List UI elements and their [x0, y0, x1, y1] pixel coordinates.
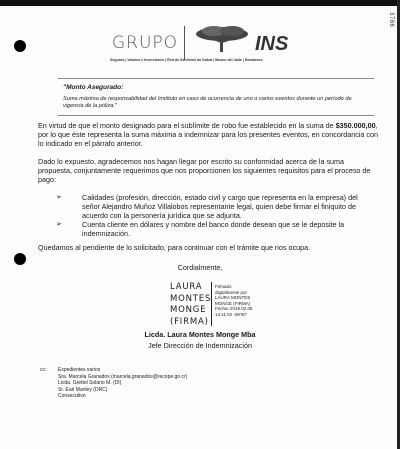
- paragraph-amount-text-b: , por lo que éste representa la suma máxima a indemnizar para los presentes eventos, en concordancia con lo indicado en el párrafo anterior.: [38, 121, 378, 149]
- closing-salutation: Cordialmente,: [177, 263, 223, 272]
- paragraph-request: Dado lo expuesto, agradecemos nos hagan llegar por escrito su conformidad acerca de la suma propuesta, conjuntamente requerimos que nos proporcionen los siguientes requisitos para el proceso de pago:: [38, 157, 371, 185]
- signature-info-line: Firmado: [215, 284, 232, 289]
- bullet-arrow-icon: ➢: [56, 221, 62, 228]
- paragraph-amount: [38, 121, 378, 149]
- definition-text: Suma máxima de responsabilidad del Instituto en caso de ocurrencia de uno o varios eventos durante un período de vigencia de la póliza.": [63, 96, 352, 109]
- logo-grupo-text: GRUPO: [112, 33, 179, 53]
- signature-name-line: MONGE: [170, 305, 207, 315]
- insured-amount: $350.000,00: [335, 121, 376, 130]
- signature-info-line: Fecha: 2019.02.06: [215, 306, 253, 312]
- cc-item: Sr. Earl Manley (DRC): [58, 386, 108, 393]
- punch-hole-top: [14, 40, 26, 52]
- signature-name-line: LAURA: [170, 282, 203, 292]
- definition-top-rule: [58, 78, 374, 79]
- bullet-arrow-icon: ➢: [56, 194, 62, 201]
- signature-name-line: (FIRMA): [170, 316, 209, 327]
- signature-name-line: MONTES: [170, 293, 212, 304]
- signature-info-line: MONGE (FIRMA): [215, 300, 251, 306]
- cc-item: Expedientes varios: [58, 367, 101, 373]
- signature-name-block: [170, 282, 211, 328]
- cc-label: cc:: [40, 367, 47, 373]
- signature-info-line: digitalmente por: [215, 289, 248, 295]
- signature-info-line: LAURA MONTES: [215, 295, 251, 301]
- logo-ins-text: INS: [255, 33, 289, 55]
- cc-list: [58, 367, 187, 400]
- logo-divider: [184, 26, 185, 60]
- scan-top-edge: [0, 0, 400, 6]
- cc-item: Sra. Marcela Granados (marcela.granados@recope.go.cr): [58, 373, 188, 380]
- signer-role: Jefe Dirección de Indemnización: [148, 341, 252, 350]
- paragraph-pending: Quedamos al pendiente de lo solicitado, para continuar con el trámite que nos ocupa.: [38, 243, 311, 252]
- tree-logo-icon: [192, 20, 262, 58]
- cc-item: Licda. Grettel Solano M. (DI): [58, 380, 122, 387]
- requirement-text-2: Cuenta cliente en dólares y nombre del banco donde desean que se le deposite la indemnización.: [82, 220, 345, 239]
- paragraph-amount-text-a: En virtud de que el monto designado para el sublímite de robo fue establecido en la suma de: [38, 121, 336, 130]
- definition-title: "Monto Asegurado:: [63, 84, 124, 91]
- requirement-text-1: Calidades (profesión, dirección, estado civil y cargo que representa en la empresa) del señor Alejandro Muñoz Villalobos representante legal, quien debe firmar el finiquito de acuerdo con la personería jurídica que se adjunta.: [82, 193, 358, 221]
- signer-name: Licda. Laura Montes Monge Mba: [144, 330, 256, 339]
- definition-bottom-rule: [58, 115, 374, 116]
- signature-digital-info: [215, 284, 253, 318]
- page-number: 3786: [388, 12, 394, 28]
- signature-divider: [211, 282, 212, 326]
- cc-item: Consecutivo: [58, 393, 86, 400]
- logo-subsidiaries: Seguros | Valores e Inversiones | Red de Servicios de Salud | Museo del Jade | Bomberos: [110, 58, 263, 62]
- signature-info-line: 14:11:02 -06'00': [215, 311, 247, 317]
